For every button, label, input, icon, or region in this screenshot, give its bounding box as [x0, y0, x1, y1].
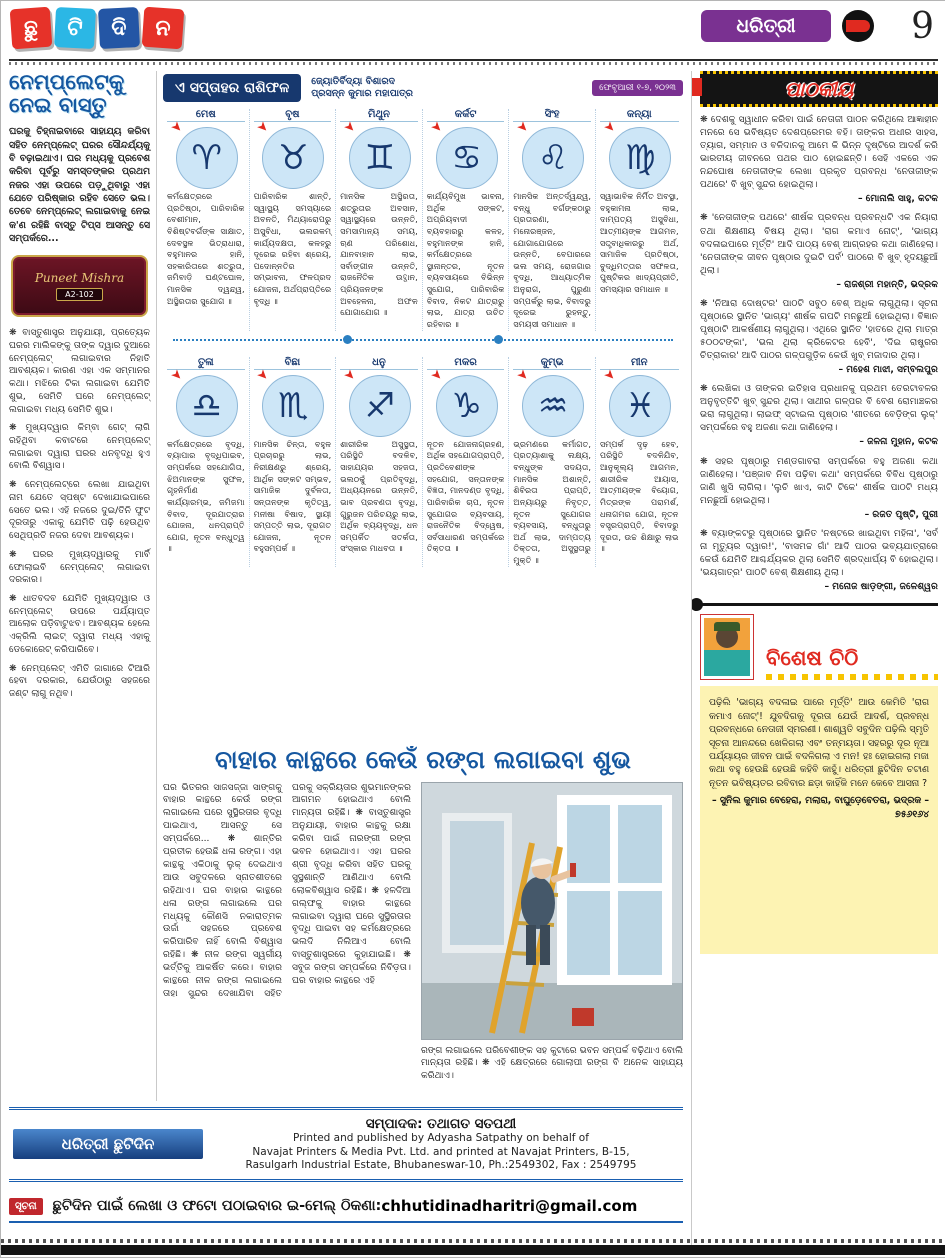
gemini-icon: ♊ — [349, 127, 411, 189]
red-arrow-icon: ➤ — [167, 118, 186, 137]
logo-tile: ଛୁ — [10, 7, 53, 50]
zodiac-row-separator — [173, 339, 673, 349]
zodiac-forecast: ସ୍ୱାଭାବିକ ନିର୍ମିତ ଅବସ୍ଥା, ବହୁକାମନା ଲାଭ, ଦାମ୍ପତ୍ୟ ଅସୁବିଧା, ଆତ୍ମୀୟଙ୍କ ଆଗମନ, ସତ୍ତ୍ବାଧିକାରରୁ ଅର୍ଥ, ସାମାଜିକ ପ୍ରତିଷ୍ଠା, ବୁଦ୍ଧିମତ୍ତାର ସଫଳତା, ପୁଷ୍ଟିକର ଖାଦ୍ୟପ୍ରୀତି, ସମସ୍ୟାର ସମାଧାନ ॥ — [599, 191, 679, 295]
zodiac-icon-wrap — [253, 118, 322, 187]
readers-column — [691, 71, 938, 1251]
editor-line: ସମ୍ପାଦକ: ତଥାଗତ ସତପଥୀ — [365, 1116, 517, 1132]
zodiac-icon-wrap — [167, 118, 236, 187]
zodiac-forecast: ମାନସିକ ଚିନ୍ତା, ବହୁଳ ପ୍ରଚାରରୁ ଲାଭ, ନିରୀକ୍ଷଣରୁ ଶ୍ରେୟ, ଆର୍ଥିକ ସଙ୍କଟ ସମ୍ଭବ, ସାମାଜିକ ଦୁର୍ବଳତା, ସନ୍ତାନଙ୍କ କୃତିତ୍ୱ, ମନୀଷା ବିଷାଦ, ସ୍ଥାୟୀ ସମ୍ପତ୍ତି ଲାଭ, ଦୂରାଗତ ଯୋଜନା, ନୂତନ ବହୁସମ୍ପର୍କ ॥ — [253, 438, 332, 554]
red-arrow-icon: ➤ — [253, 118, 273, 137]
zodiac-sagittarius — [336, 357, 423, 567]
zodiac-name: କନ୍ୟା — [600, 109, 679, 122]
zodiac-row-2 — [163, 357, 683, 567]
zodiac-forecast: ମାନସିକ ଅନ୍ତର୍ଦ୍ୱନ୍ଦ୍ୱ, ବନ୍ଧୁ ବର୍ଗଙ୍କଠାରୁ ପ୍ରତାରଣା, ମନୋରଞ୍ଜନ, ଯୋଗାଯୋଗରେ ଉନ୍ନତି, ବେପାରରେ ଭଲ ସମୟ, ରୋଜଗାର ବୃଦ୍ଧି, ଆଧ୍ୟାତ୍ମିକ ଅନୁରାଗ, ପୁରୁଣା ସମ୍ପର୍କରୁ ଲାଭ, ବିବାଦରୁ ଦୂରେଇ ରୁହନ୍ତୁ, ସମୟସୀ ସମାଧାନ ॥ — [513, 191, 591, 330]
red-arrow-icon: ➤ — [340, 366, 359, 385]
zodiac-gemini — [336, 109, 423, 331]
letter-signature: – ଜଳନା ମୁହାନ, କଟକ — [859, 436, 938, 448]
red-arrow-icon: ➤ — [167, 366, 186, 385]
nameplate-name: Puneet Mishra — [34, 271, 125, 286]
virgo-icon: ♍ — [609, 127, 671, 189]
zodiac-icon-wrap — [253, 366, 322, 435]
logo-tile: ଟି — [54, 7, 96, 49]
masthead-ticks — [9, 62, 938, 65]
zodiac-pisces — [596, 357, 683, 567]
letter-text: ❋ ସହର ପୃଷ୍ଠାରୁ ମଣ୍ଡଗାବରା ସମ୍ପର୍କରେ ବହୁ ଅଜଣା କଥା ଜାଣିହେଲା। 'ପଞ୍ଜାବ ନିବା ପଢ଼ିବା କଥା' ସମ୍ପର୍କରେ ବିବିଧ ପୃଷ୍ଠାରୁ ଜାଣି ଖୁସି ଲାଗିଲା। 'ଲୁଚି ଖାଏ, କାଟି ଟିକେ' ଶୀର୍ଷକ ପାଠଟି ମଧ୍ୟ ମନଛୁଆଁ ହୋଇଥିଲା। — [700, 455, 938, 506]
paint-article-text: ଘର ଭିତରର ସାଜସଜ୍ଜା ସାଙ୍ଗକୁ ବାହାର କାନ୍ଥରେ କେଉଁ ରଙ୍ଗ ଲଗାଇଲେ ଘରେ ସୁସ୍ଥିରତାର ବୃଦ୍ଧି ପାଇଥାଏ, ଆସନ୍ତୁ ସେ ସମ୍ପର୍କରେ... ❋ ଶାନ୍ତିର ପ୍ରତୀକ ହେଉଛି ଧଳା ରଙ୍ଗ। ଏହା କାନ୍ଥକୁ ଏକିଠାକୁ ଲୁକ୍ ଦେଇଥାଏ ଆଉ ସବୁଦଳରେ ସ୍ନାତଶୀତରେ ରହିଥାଏ। ଘର ବାହାର କାନ୍ଥରେ ଧଳା ରଙ୍ଗ ଲଗାଇଲେ ଘର ମଧ୍ୟକୁ କୌଣସି ନକାରାତ୍ମକ ଉର୍ଜା ସହଜରେ ପ୍ରବେଶ କରିପାରିବ ନାହିଁ ବୋଲି ବିଶ୍ୱାସ ରହିଛି। ❋ ନୀଳ ରଙ୍ଗ ସ୍ୱର୍ଗୀୟ ଭର୍ତ୍ତିକୁ ଆକର୍ଷିତ କରେ। ବାହାର କାନ୍ଥରେ ନୀଳ ରଙ୍ଗ ଲଗାଇଲେ ତାହା ସୁନ୍ଦର ଦେଖାଯିବା ସହିତ ଘରକୁ ସକ୍ରିୟତାର ଶୁଭମାନଙ୍କର ଆଗମନ ହୋଇଥାଏ ବୋଲି ମାନ୍ୟତା ରହିଛି। ❋ ବାସ୍ତୁଶାସ୍ତ୍ର ଅନୁଯାୟୀ, ବାହାର କାନ୍ଥକୁ ରକ୍ଷା କରିବା ପାଇଁ ନାରଙ୍ଗୀ ରଙ୍ଗ ଭବନ ହୋଇଥାଏ। ଏହା ଘରର ଶ୍ରୀ ବୃଦ୍ଧି କରିବା ସହିତ ଘରକୁ ସୁସ୍ଥଶାନ୍ତି ଆଣିଥାଏ ବୋଲି ଲୋକବିଶ୍ୱାସ ରହିଛି। ❋ ହଳଦିଆ ଗଲ୍ଫକୁ ବାହାର କାନ୍ଥରେ ଲଗାଇବା ଦ୍ୱାରା ଘରେ ସୁସ୍ଥିରତାର ବୃଦ୍ଧି ପାଇବା ସହ କର୍ମକ୍ଷେତ୍ରରେ ଭଲଦି ନିଲିଆଏ ବୋଲି ବାସ୍ତୁଶାସ୍ତ୍ରରେ କୁହାଯାଇଛି। ❋ ସବୁଜ ରଙ୍ଗ ସମ୍ପର୍କରେ ନିବିଡ଼ତା। ଘର ବାହାର କାନ୍ଥରେ ଏହି — [163, 782, 411, 999]
zodiac-libra — [163, 357, 250, 567]
zodiac-name: ମିଥୁନ — [340, 109, 418, 122]
letter-signature: – ମହେଶ ମାଝୀ, ସମ୍ବଲପୁର — [838, 364, 938, 376]
aquarius-icon: ♒ — [522, 375, 584, 437]
letter-signature: – ମୋନାଲି ସାହୁ, କଟକ — [857, 193, 938, 205]
left-article-paragraph: ❋ ଧାତବଦବ ଯେମିତି ମୁଖ୍ୟଦ୍ୱାର ଓ ନେମ୍‌ପ୍ଲେଟ୍ ଉପରେ ପର୍ଯ୍ୟାପ୍ତ ଆଲୋକ ପଡ଼ିବାଟୁଝବ। ଆବଶ୍ୟକ ହେଲେ ଏକ୍ରିଲି ଲାଇଟ୍ ଦ୍ୱାରା ମଧ୍ୟ ଏହାକୁ ଡେକୋରେଟ୍ କରିପାରିବେ। — [9, 593, 150, 655]
dharitri-logo-icon — [842, 10, 874, 42]
bottom-tick-strip — [1, 1239, 945, 1243]
reader-letter — [700, 382, 938, 448]
footer-brand-bar: ଧରିତ୍ରୀ ଛୁଟିଦିନ — [13, 1129, 203, 1159]
notice-text: ଛୁଟିଦିନ ପାଇଁ ଲେଖା ଓ ଫଟୋ ପଠାଇବାର ଇ-ମେଲ୍ ଠିକଣା: — [52, 1198, 382, 1214]
zodiac-name: କର୍କଟ — [427, 109, 505, 122]
zodiac-forecast: କର୍ମକ୍ଷେତ୍ରରେ ପ୍ରତିଷ୍ଠା, ପାରିବାରିକ ବେଶୀମାନ, ବିଶିଷ୍ଟବର୍ଗଙ୍କ ସାକ୍ଷାତ, ଦେବସ୍ଥଳ ଭିତ୍ରାଧାରା, ବହୁମାନର ହାନି, ସହକାରିତାରେ ଶତ୍ରୁତା, ଜମିବାଡ଼ି ଘଣ୍ଟଘୋଳ, ମାନସିକ ଦ୍ୱନ୍ଦ୍ୱ, ଅସ୍ଥିରତାର ସୁଯୋଗ ॥ — [167, 191, 245, 306]
readers-section-header — [700, 71, 938, 107]
letter-text: ❋ ବ୍ୟାଙ୍କଟରୁ ପୃଷ୍ଠାରେ ସ୍ଥାନିତ 'ନଷ୍ଟରେ ଖାଇଥିବା ମହିଳା', 'ସର୍ବ ନା ମୃତ୍ୟୁର ଦ୍ୱାର!', 'ବାସମଚ୍ଚ ଗାଁ' ଆଦି ପାଠର ଭବ୍ୟଯାତ୍ରାରେ କେଉଁ ଯେମିତି ଆଶ୍ଚର୍ଯ୍ୟକର ଥିଲା ସେମିତି ଶ୍ରଦ୍ଧାର୍ଘ୍ୟ ବି ହୋଇଥିଲା। 'ଭୟଗାତ୍ର' ପାଠଟି ବେଶ୍ ଶିକ୍ଷଣୀୟ ଥିଲା। — [700, 527, 938, 578]
letter-text: ❋ ଲେଖିକା ଓ ତାଙ୍କର ଇତିହାସ ପ୍ରଧାନକୁ ପ୍ରଥମ ତେରଟାବଳର ଅନୁବୃତ୍ତିଟି ଖୁବ୍ ସୁନ୍ଦର ଥିଲା। ସାଥୀର ଗଳ୍ପର ବି ବେଶ ରୋମାଞ୍ଚକର ଭରା ଲାଗୁଥିଲା। ଲାଇଫ୍ ସ୍ଟାଇଲ ପୃଷ୍ଠାର 'ଶୀତରେ ବେଡ଼ିଙ୍ଗ ଲୁକ୍' ସମ୍ପର୍କରେ ବହୁ ଅଜଣା କଥା ଜାଣିହେଲା। — [700, 383, 938, 434]
red-arrow-icon: ➤ — [426, 366, 446, 385]
zodiac-aries — [163, 109, 250, 331]
cancer-icon: ♋ — [436, 127, 498, 189]
red-arrow-icon: ➤ — [600, 118, 619, 137]
netaji-stamp-image — [700, 614, 754, 680]
zodiac-icon-wrap — [167, 366, 236, 435]
reader-letter — [700, 211, 938, 290]
submission-notice — [9, 1197, 683, 1223]
painter-photo — [421, 782, 683, 1040]
credit-line-1: ଜ୍ୟୋତିର୍ବିଦ୍ୟା ବିଶାରଦ — [311, 76, 396, 88]
libra-icon: ♎ — [176, 375, 238, 437]
imprint-line: Navajat Printers & Media Pvt. Ltd. and printed at Navajat Printers, B-15, — [252, 1145, 630, 1158]
credit-line-2: ପ୍ରସନ୍ନ କୁମାର ମହାପାତ୍ର — [311, 88, 413, 99]
letter-signature: – ରଜତ ପୃଷ୍ଟି, ପୁରୀ — [864, 508, 938, 520]
horoscope-date: ଫେବୃଆରୀ ୧-୭, ୨୦୨୩ — [592, 80, 683, 96]
reader-letter — [700, 455, 938, 521]
zodiac-forecast: ମାନସିକ ଅସ୍ଥିରତା, ଶତ୍ରୁତାର ଅବସାନ, ସ୍ୱାସ୍ଥ୍ୟରେ ଉନ୍ନତି, ସମସାମାନ୍ୟ ସମୟ, ଋଣ ପରିଶୋଧ, ଯାନବାହାନ ଲାଭ, ସର୍ବାଙ୍ଗୀନ ଉନ୍ନତି, ରାଜନୈତିକ ଉତ୍ଥାନ, ପ୍ରିୟଜନଙ୍କ ଅବହେଳନା, ଅଫଳ ଯୋଗାଯୋଗ ॥ — [340, 191, 418, 318]
letter-signature: – ରାଜଶ୍ରୀ ମହାନ୍ତି, ଭଦ୍ରକ — [836, 278, 938, 290]
zodiac-capricorn — [423, 357, 510, 567]
nameplate-vastu-article — [9, 71, 157, 1101]
masthead-rule — [9, 59, 938, 61]
red-arrow-icon: ➤ — [253, 366, 273, 385]
letter-text: ❋ ଦେଶକୁ ସ୍ୱାଧୀନ କରିବା ପାଇଁ ନେତାଜୀ ପାଠନ କରିଥିଲେ ଆଜ୍ଞାହୀନ ମନରେ ସେ ଭବିଷ୍ୟତ ଦେଶପ୍ରେମର ବହି। ତାଙ୍କର ଅଧୀର ସାହସ, ତ୍ୟାଗ, ସମ୍ମାନ ଓ ବଳିଦାନକୁ ଆମେ କି ଭିନ୍ନ ଦୃଷ୍ଟିରେ ଆଦର୍ଶ କରି ଭାରତୀୟ ଜୀବନରେ ପଥର ପାଠ ହୋଇଛନ୍ତି। ସେହି ଏକରେ ଏକ ନନ୍ଦଘୋଷ ନେତାଜୀଙ୍କ ଲେଖା ପ୍ରକୃତ ପ୍ରବନ୍ଧ 'ନେତାଜୀଙ୍କ ପଥରେ' ବି ଖୁବ୍ ସୁନ୍ଦର ହୋଇଥିଲା। — [700, 114, 938, 191]
stamp-illustration — [704, 618, 750, 676]
wall-paint-article — [163, 746, 683, 1102]
nameplate-unit: A2-102 — [56, 288, 103, 301]
taurus-icon: ♉ — [262, 127, 324, 189]
red-arrow-icon: ➤ — [513, 366, 532, 385]
zodiac-forecast: ନୂତନ ଯୋଜନାଗ୍ରହଣ, ଅର୍ଥିକ ସହଯୋଗପ୍ରାପ୍ତି, ପ୍ରତିବେଶୀଙ୍କ ସହଯୋଗ, ସନ୍ତାନଙ୍କ ବିଜ୍ଞତା, ମାନଦଣ୍ଡ ବୃଦ୍ଧି, ପାରିବାରିକ ଚାପ, ନୂତନ ସୁଯୋଗର ବ୍ୟବସାୟ, ରାଜନୈତିକ ବିଦ୍ୱେଷ, ସର୍ବସାଧାରଣ ସମ୍ପର୍କରେ ତିକ୍ତତା ॥ — [426, 438, 505, 554]
reader-letter — [700, 527, 938, 593]
zodiac-name: ଧନୁ — [340, 357, 418, 370]
special-letter-header — [700, 614, 938, 680]
special-letter-signature: – ସୁନିଲ କୁମାର ବେହେରା, ମଲାରା, ବାଘୁଡ଼େବେତରା, ଭଦ୍ରକ – ୭୫୬୧୬୪ — [711, 795, 929, 820]
zodiac-icon-wrap — [513, 366, 582, 435]
paint-article-continuation: ରଙ୍ଗ ଲଗାଇଲେ ପରିବେଶୀଙ୍କ ସହ କୁଟାରେ ଭବନ ସମ୍ପର୍କ ବଢ଼ିଥାଏ ବୋଲି ମାନ୍ୟତା ରହିଛି। ❋ ଏହି କ୍ଷେତ୍ରରେ ଗୋଲାପୀ ରଙ୍ଗ ବି ଅନେକ ସାହାଯ୍ୟ କରିଥାଏ। — [421, 1045, 683, 1082]
letter-signature: – ମନୋଜ ଷାଡ଼ଙ୍ଗୀ, ଜଳେଶ୍ୱର — [824, 581, 938, 593]
zodiac-name: ମୀନ — [600, 357, 679, 370]
zodiac-icon-wrap — [340, 118, 409, 187]
zodiac-name: ମକର — [427, 357, 505, 370]
zodiac-cancer — [423, 109, 510, 331]
aries-icon: ♈ — [176, 127, 238, 189]
horoscope-title: ଏ ସପ୍ତାହର ରାଶିଫଳ — [163, 74, 301, 102]
page-number: 9 — [911, 6, 934, 47]
sagittarius-icon: ♐ — [349, 375, 411, 437]
nameplate-photo — [11, 255, 148, 317]
headline-line-2: ନେଇ ବାସ୍ତୁ — [9, 93, 107, 118]
chhutidin-logo — [11, 8, 183, 48]
zodiac-forecast: ପାରିବାରିକ ଶାନ୍ତି, ସ୍ୱାସ୍ଥ୍ୟ ସମସ୍ୟାରେ ଅବନତି, ମିଥ୍ୟାରୋପରୁ ଅସୁବିଧା, ଭଲରକମ୍ କାର୍ଯ୍ୟଦକ୍ଷତା, କଳହରୁ ଦୂରେଇ ରହିବା ଶ୍ରେୟ, ପଦୋନ୍ନତିର ସମ୍ଭାବନା, ଫଳପ୍ରଦ ଯୋଜନା, ଅର୍ଥପ୍ରାପ୍ତିରେ ବୃଦ୍ଧି ॥ — [253, 191, 332, 306]
painter-photo-illustration — [422, 783, 682, 1039]
zodiac-name: ବୃଷ — [254, 109, 332, 122]
zodiac-virgo — [596, 109, 683, 331]
horoscope-header — [163, 71, 683, 105]
left-article-paragraph: ❋ ମୁଖ୍ୟଦ୍ୱାର କିମ୍ବା ଗେଟ୍ ଲାଗି ରହିଥିବା କବାଟରେ ନେମ୍‌ପ୍ଲେଟ୍ ଲଗାଇବା ଦ୍ୱାରା ଘରର ଧନବୃଦ୍ଧି ହୁଏ ବୋଲି ବିଶ୍ୱାସ। — [9, 423, 150, 472]
imprint-line: Printed and published by Adyasha Satpathy on behalf of — [293, 1132, 589, 1144]
zodiac-icon-wrap — [340, 366, 409, 435]
scorpio-icon: ♏ — [262, 375, 324, 437]
section-divider — [692, 603, 938, 606]
zodiac-leo — [509, 109, 596, 331]
zodiac-name: ମେଷ — [167, 109, 245, 122]
zodiac-row-1 — [163, 109, 683, 331]
paint-article-body — [163, 782, 683, 1084]
imprint-block — [9, 1107, 683, 1182]
capricorn-icon: ♑ — [436, 375, 498, 437]
zodiac-taurus — [250, 109, 337, 331]
submission-email: chhutidinadharitri@gmail.com — [381, 1197, 638, 1215]
logo-tile: ନ — [142, 7, 185, 50]
paint-article-media — [421, 782, 683, 1084]
paint-article-headline: ବାହାର କାନ୍ଥରେ କେଉଁ ରଙ୍ଗ ଲଗାଇବା ଶୁଭ — [215, 746, 631, 774]
letter-text: ❋ 'ନେତାଜୀଙ୍କ ପଥରେ' ଶୀର୍ଷକ ପ୍ରବନ୍ଧ ପ୍ରବନ୍ଧଟି ଏକ ନିୟାରା ତଥା ଶିକ୍ଷଣୀୟ ବିଷୟ ଥିଲା। 'ରାଗ କମାଏ ନୋଟ୍', 'ଭାଗ୍ୟ ବଦଳାଇପାରେ ମୂର୍ତ୍ତି' ଆଦି ପାଠ୍ୟ ବେଶ୍ ଆଗ୍ରହର କଥା ଜାଣିହେଲା। 'ନେତାଜୀଙ୍କ ଜୀବନ ପୃଷ୍ଠାର ଦୁଇଟି ପର୍ବ' ପାଠରେ ବି ଖୁବ୍ ହୃଦୟଛୁଆଁ ଥିଲା। — [700, 212, 938, 276]
zodiac-forecast: ଶାରୀରିକ ଅସୁସ୍ଥତା, ପରିସ୍ଥିତି ବଦଳିବ, ସାହାଯ୍ୟର ସହଜତା, ଭଲଠକୁଁ ପ୍ରତିବୃଦ୍ଧି, ଅଧ୍ୟୟନରେ ଉନ୍ନତି, ଭାବ ପ୍ରବଣତା ବୃଦ୍ଧି, ଗୁରୁଜନ ପରିଚୟରୁ ଲାଭ, ଅର୍ଥିକ ବ୍ୟୟବୃଦ୍ଧି, ଧନ ସମ୍ପର୍କିତ ସତର୍କତା, ସଂସ୍କାର ମାଧବତା ॥ — [340, 438, 418, 554]
special-letter-body: ପଢ଼ିଲି 'ଭାଗ୍ୟ ବଦଳାଇ ପାରେ ମୂର୍ତ୍ତି' ଆଉ କେମିତି 'ରାଗ କମାଏ ନୋଟ୍'! ଯୁବଦିଗକୁ ଦୂରତା ଯେଉଁ ଆଦର୍ଶ, ପ୍ରବନ୍ଧ ପ୍ରବନ୍ଧରେ ନେତାଜୀ ସ୍ମରଣୀ। ଶାଶ୍ୱତି ସବୁଦିନ ପଢ଼ିଲି ସ୍ମୃତି ସୂଚନା ଆନନ୍ଦରେ ଖେଳିଗଲା ଏବଂ ତନ୍ମୟତା। ସହରରୁ ଦୂର ନୂଆ ପର୍ଯ୍ୟାୟର ଜୀବନ ପାଇଁ ବଦଳିଗଲା ଏ ମନ! ହଃ ହୋଇଗଲା ମଜା କଥା ବହୁ ହେଉଛି ହେଉଛି କହିବି କାହୁଁ। ଧରିତ୍ରୀ ଛୁଟିଦିନ ଚଟାଣ ନୂତନ ଭବିଷ୍ୟତର ରବିବାର ଛଡ଼ା କାହିଁକି ମନେ କେବେ ଆସନା ? — [709, 697, 929, 789]
yellow-dotted-strip — [766, 674, 938, 680]
imprint-center — [203, 1116, 679, 1173]
logo-tile: ଦି — [98, 7, 140, 49]
pisces-icon: ♓ — [609, 375, 671, 437]
weekly-horoscope-section — [163, 71, 683, 743]
left-article-paragraph: ❋ ନେମ୍‌ପ୍ଲେଟ୍ ଏମିତି ଜାଗାରେ ଟିଆରି ହେବା ଦରକାର, ଯେଉଁଠାରୁ ସହଜରେ ଜଣ୍ଟ ଲାଗୁ ନଥିବ। — [9, 663, 150, 699]
imprint-row — [13, 1116, 679, 1173]
zodiac-name: ସିଂହ — [513, 109, 591, 122]
red-arrow-icon: ➤ — [340, 118, 359, 137]
zodiac-scorpio — [250, 357, 337, 567]
masthead — [11, 6, 936, 56]
letter-text: ❋ 'ନିଆରା ଦୋଷ୍ଟର' ପାଠଟି ସବୁଠ ବେଶ୍ ଅଧିକ ଲାଗୁଥିଲା। ସୂଚନା ପୃଷ୍ଠାରେ ସ୍ଥାନିତ 'ଭାଗ୍ୟ' ଶୀର୍ଷକ ଗପଟି ମନଛୁଆଁ ହୋଇଥିଲା। ବିଜ୍ଞାନ ପୃଷ୍ଠାଟି ଆକର୍ଷଣୀୟ ଲାଗୁଥିଲା। ଏଥିରେ ସ୍ଥାନିତ 'ହାତରେ ଥିଲା ମାତ୍ର ୫୦୦ଟଙ୍କା', 'ଭଲ ଥିଲା କ୍ରିକେଟର ହେବି', 'ଦିଇ ରାଷ୍ଟ୍ରର ଚିତ୍ରାକାର' ଆଦି ପାଠର ଗଳ୍ପଗୁଡ଼ିକ କେଉଁ ଖୁବ୍ ମଜାଦାର ଥିଲା। — [700, 297, 938, 362]
zodiac-forecast: ଭ୍ରମଣରେ କର୍ମାଗତ, ପ୍ରତ୍ୟାଶାକୁ ଲକ୍ଷ୍ୟ, ବନ୍ଧୁଙ୍କ ସଦୟତା, ମାନସିକ ଅଶାନ୍ତି, ଶିବିରତା ପ୍ରାପ୍ତି, ଅନ୍ୟାୟରୁ ନିବୃତ୍ତ, ନୂତନ ସୁଯୋଗର ବ୍ୟବସାୟ, ବନ୍ଧୁତାରୁ ଅର୍ଥ ଲାଭ, ଦାମ୍ପତ୍ୟ ତିକ୍ତତା, ଅସୁସ୍ଥତାରୁ ମୁକ୍ତି ॥ — [513, 438, 591, 566]
bottom-black-bar — [1, 1245, 945, 1255]
zodiac-name: ବିଛା — [254, 357, 332, 370]
zodiac-icon-wrap — [513, 118, 582, 187]
leo-icon: ♌ — [522, 127, 584, 189]
red-arrow-icon: ➤ — [513, 118, 532, 137]
special-letter-title: ବିଶେଷ ଚିଠି — [766, 646, 859, 671]
notice-label: ସୂଚନା — [9, 1198, 43, 1215]
astrologer-credit — [311, 76, 413, 100]
zodiac-name: କୁମ୍ଭ — [513, 357, 591, 370]
left-article-headline — [9, 71, 150, 117]
zodiac-name: ତୁଳା — [167, 357, 245, 370]
imprint-line: Rasulgarh Industrial Estate, Bhubaneswar-10, Ph.:2549302, Fax : 2549795 — [245, 1159, 637, 1172]
zodiac-icon-wrap — [426, 366, 496, 435]
headline-line-1: ନେମ୍‌ପ୍ଲେଟ୍‌କୁ — [9, 71, 125, 94]
dharitri-brand: ଧରିତ୍ରୀ — [701, 10, 831, 42]
left-article-paragraph: ❋ ଘରର ମୁଖ୍ୟଦ୍ୱାରକୁ ମାର୍ବି ଫୋଲାଇବି ନେମ୍‌ପ୍ଲେଟ୍ ଲଗାଇବା ଦରକାର। — [9, 549, 150, 586]
special-letter-box — [700, 686, 938, 954]
left-article-intro: ଘରକୁ ଚିହ୍ନାଇବାରେ ସାହାଯ୍ୟ କରିବା ସହିତ ନେମ୍‌ପ୍ଲେଟ୍ ଘରର ସୌନ୍ଦର୍ଯ୍ୟକୁ ବି ବଢ଼ାଇଥାଏ। ଘର ମଧ୍ୟକୁ ପ୍ରବେଶ କରିବା ପୂର୍ବରୁ ସମସ୍ତଙ୍କର ପ୍ରଥମ ନଜର ଏହା ଉପରେ ପଡ଼ୁଥିବାରୁ ଏହା ଯେତେ ପରିଷ୍କାର ରହିବ ସେତେ ଭଲ। ତେବେ ନେମ୍‌ପ୍ଲେଟ୍ ଲଗାଇବାକୁ ନେଇ କ'ଣ ରହିଛି ବାସ୍ତୁ ଟିପ୍ସ ଆସନ୍ତୁ ସେ ସମ୍ପର୍କରେ... — [9, 126, 150, 244]
zodiac-icon-wrap — [600, 118, 669, 187]
reader-letter — [700, 113, 938, 205]
left-article-paragraph: ❋ ବାସ୍ତୁଶାସ୍ତ୍ର ଅନୁଯାୟୀ, ପ୍ରତ୍ୟେକ ଘରର ମାଲିକଙ୍କୁ ତାଙ୍କ ଦ୍ୱାର ଦୁଆରେ ନେମ୍‌ପ୍ଲେଟ୍ ଲଗାଇବାର ନିହାତି ଆବଶ୍ୟକ। କାରଣ ଏହା ଏକ ସମ୍ମାନର କଥା। ମଝିରେ ଟିକା ଲଗାଇବା ଯେମିତି ଶୁଭ, ସେମିତି ଘରେ ନେମ୍‌ପ୍ଲେଟ୍ ଲଗାଇବା ମଧ୍ୟ ସେମିତି ଶୁଭ। — [9, 328, 150, 415]
reader-letter — [700, 297, 938, 376]
readers-title: ପାଠକୀୟ — [784, 77, 854, 101]
zodiac-forecast: ସମ୍ପର୍କ ଦୃଢ଼ ହେବ, ପରିସ୍ଥିତି ବଦଳିଯିବ, ଆନୁକୂଲ୍ୟ ଆଗମନ, ଶାରୀରିକ ଆୟାସ, ଆତ୍ମୀୟଙ୍କ ବିୟୋଗ, ମିତ୍ରଙ୍କ ପରାମର୍ଶ, ଧନାଗମର ଯୋଗ, ନୂତନ ବସ୍ତ୍ରପ୍ରାପ୍ତି, ବିବାଦରୁ ଦୂରତା, ଉଚ୍ଚ ଶିକ୍ଷାରୁ ଲାଭ ॥ — [599, 438, 679, 554]
zodiac-icon-wrap — [426, 118, 496, 187]
zodiac-aquarius — [509, 357, 596, 567]
red-arrow-icon: ➤ — [600, 366, 619, 385]
special-title-wrap — [766, 646, 938, 680]
left-article-paragraph: ❋ ନେମ୍‌ପ୍ଲେଟ୍‌ରେ ଲେଖା ଯାଇଥିବା ନାମ ଯେତେ ସ୍ପଷ୍ଟ ଦେଖାଯାଇପାରେ ସେତେ ଭଲ। ଏହି ନଜରେ ଦୁଇ/ତିନି ଫୁଟ ଦୂରତାରୁ ଏକାକୁ ଯେମିତି ପଢ଼ି ହେଉଥିବ ସେଥିପ୍ରତି ନଜର ଦେବା ଆବଶ୍ୟକ। — [9, 480, 150, 542]
zodiac-forecast: କର୍ମକ୍ଷେତ୍ରରେ ବୃଦ୍ଧି, ବ୍ୟାପାର ବୃଦ୍ଧିପାଇବ, ସମ୍ପର୍କରେ ସହଯୋଗିତା, ଝିଅମାନଙ୍କ ସୁଫଳ, ଗୃହନିର୍ମାଣ କାର୍ଯ୍ୟାରମ୍ଭ, ଜମିଜମା ବିବାଦ, ଦୂରଯାତ୍ରାର ଯୋଜନା, ଧନପ୍ରାପ୍ତି ଯୋଗ, ନୂତନ ବନ୍ଧୁତ୍ୱ ॥ — [167, 438, 245, 554]
zodiac-icon-wrap — [600, 366, 669, 435]
red-arrow-icon: ➤ — [426, 118, 446, 137]
zodiac-forecast: କାର୍ଯ୍ୟବିମୁଖ ଭାବନା, ଅର୍ଥିକ ସଙ୍କଟ, ଅପ୍ରିୟବାଦୀ ବ୍ୟବହାରରୁ କଳହ, ବହୁମାନଙ୍କ ହାନି, କର୍ମକ୍ଷେତ୍ରରେ ସ୍ଥାନାନ୍ତର, ନୂତନ ବ୍ୟବସାୟରେ ବିଭିନ୍ନ ସୁଯୋଗ, ପାରିବାରିକ ବିବାଦ, ନିକଟ ଯାତ୍ରାରୁ ଲାଭ, ଯାତ୍ରା ଉଚିତ ରହିବାର ॥ — [426, 191, 505, 330]
